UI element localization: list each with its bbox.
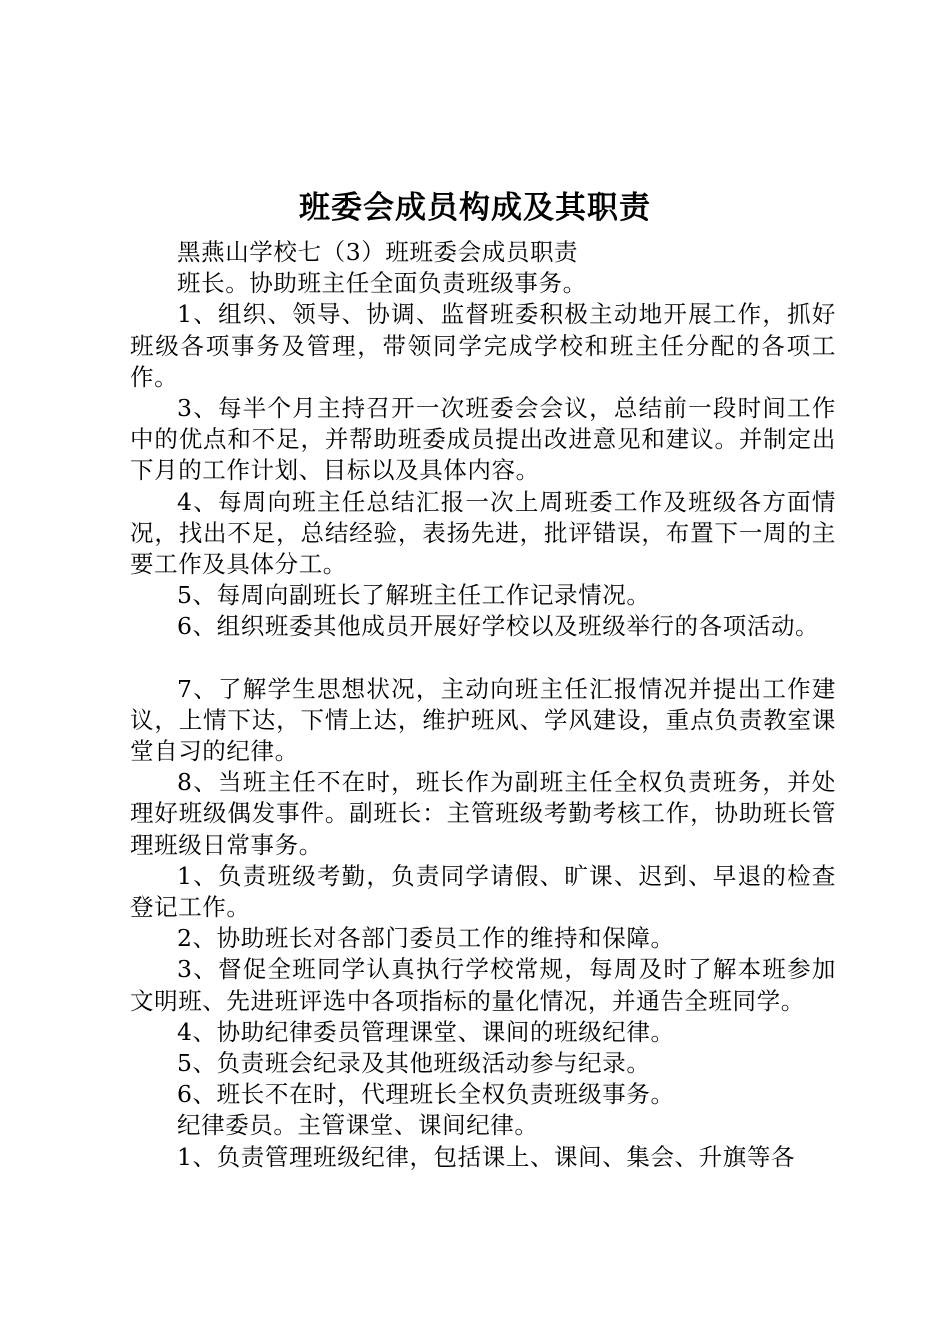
paragraph-monitor-duty-6: 6、组织班委其他成员开展好学校以及班级举行的各项活动。 xyxy=(177,612,820,641)
paragraph-monitor-duty-5: 5、每周向副班长了解班主任工作记录情况。 xyxy=(177,581,651,610)
paragraph-monitor-duty-4: 4、每周向班主任总结汇报一次上周班委工作及班级各方面情况，找出不足，总结经验，表扬先进，批评错误，布置下一周的主要工作及具体分工。 xyxy=(130,487,836,579)
paragraph-vice-duty-6: 6、班长不在时，代理班长全权负责班级事务。 xyxy=(177,1080,675,1109)
paragraph-school-class: 黑燕山学校七（3）班班委会成员职责 xyxy=(177,238,579,266)
paragraph-vice-duty-5: 5、负责班会纪录及其他班级活动参与纪录。 xyxy=(177,1049,651,1078)
paragraph-vice-duty-2: 2、协助班长对各部门委员工作的维持和保障。 xyxy=(177,924,675,953)
paragraph-discipline-heading: 纪律委员。主管课堂、课间纪律。 xyxy=(177,1111,539,1140)
paragraph-monitor-duty-7: 7、了解学生思想状况，主动向班主任汇报情况并提出工作建议，上情下达，下情上达，维护班风、学风建设，重点负责教室课堂自习的纪律。 xyxy=(130,674,836,766)
paragraph-monitor-duty-1: 1、组织、领导、协调、监督班委积极主动地开展工作，抓好班级各项事务及管理，带领同学完成学校和班主任分配的各项工作。 xyxy=(130,300,836,391)
paragraph-vice-duty-3: 3、督促全班同学认真执行学校常规，每周及时了解本班参加文明班、先进班评选中各项指标的量化情况，并通告全班同学。 xyxy=(130,955,836,1015)
paragraph-monitor-heading: 班长。协助班主任全面负责班级事务。 xyxy=(177,269,587,298)
paragraph-monitor-duty-8: 8、当班主任不在时，班长作为副班主任全权负责班务，并处理好班级偶发事件。副班长：主管班级考勤考核工作，协助班长管理班级日常事务。 xyxy=(130,768,836,859)
paragraph-monitor-duty-3: 3、每半个月主持召开一次班委会会议，总结前一段时间工作中的优点和不足，并帮助班委成员提出改进意见和建议。并制定出下月的工作计划、目标以及具体内容。 xyxy=(130,394,836,485)
document-title: 班委会成员构成及其职责 xyxy=(299,190,651,226)
paragraph-discipline-duty-1: 1、负责管理班级纪律，包括课上、课间、集会、升旗等各 xyxy=(177,1142,796,1171)
document-body xyxy=(130,237,836,1173)
paragraph-vice-duty-4: 4、协助纪律委员管理课堂、课间的班级纪律。 xyxy=(177,1017,675,1046)
paragraph-vice-duty-1: 1、负责班级考勤，负责同学请假、旷课、迟到、早退的检查登记工作。 xyxy=(130,861,836,922)
